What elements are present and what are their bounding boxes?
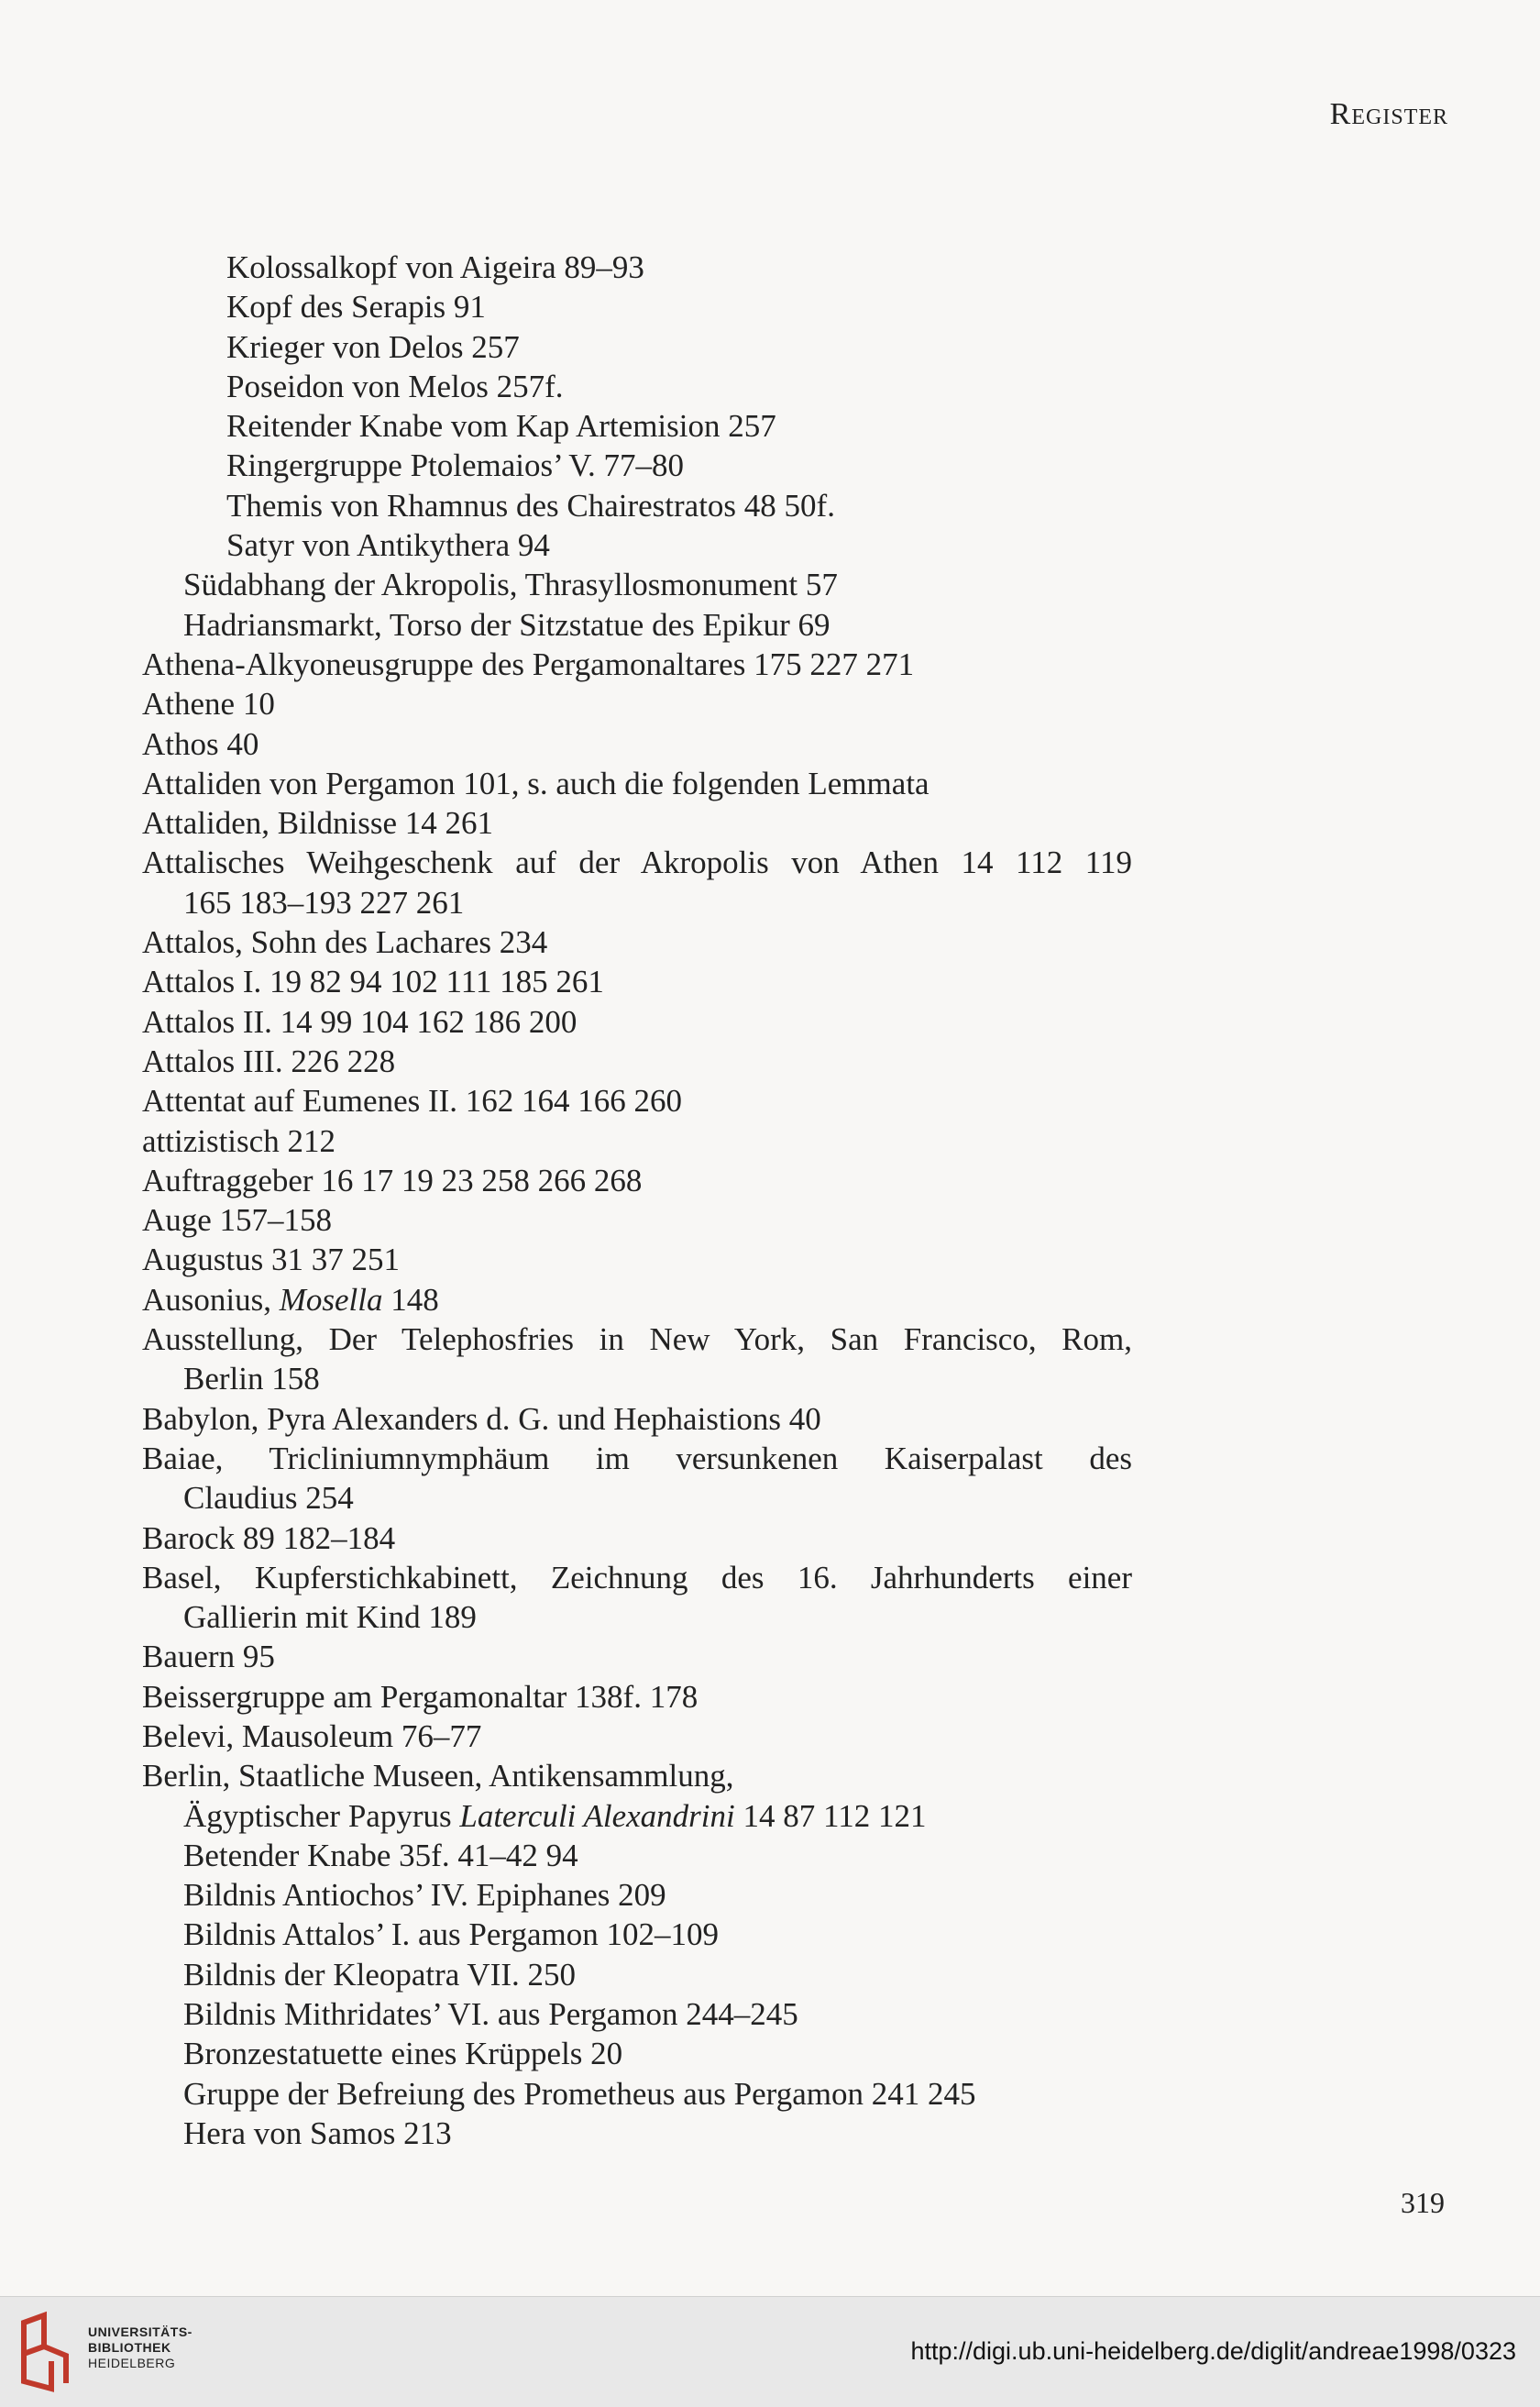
entry-title-italic: Laterculi Alexandrini [459, 1797, 735, 1834]
index-entry: Bildnis der Kleopatra VII. 250 [183, 1956, 577, 1993]
logo-line-1: UNIVERSITÄTS- [88, 2324, 192, 2339]
entry-pages: 14 87 112 121 [734, 1797, 927, 1834]
entry-pages: 148 [382, 1281, 439, 1318]
index-entry: Attaliden, Bildnisse 14 261 [142, 805, 494, 842]
index-entry-continuation: Berlin 158 [183, 1361, 320, 1397]
index-entry: Basel, Kupferstichkabinett, Zeichnung des 16. Jahrhunderts einer [142, 1559, 1132, 1595]
index-entry: Auftraggeber 16 17 19 23 258 266 268 [142, 1162, 643, 1198]
index-entry: Attalos II. 14 99 104 162 186 200 [142, 1003, 578, 1040]
index-entry: Südabhang der Akropolis, Thrasyllosmonument 57 [183, 567, 838, 603]
index-entry: Beissergruppe am Pergamonaltar 138f. 178 [142, 1678, 698, 1715]
index-entry: Kolossalkopf von Aigeira 89–93 [226, 249, 644, 285]
index-entry: Attalos I. 19 82 94 102 111 185 261 [142, 964, 604, 1000]
logo-line-3: HEIDELBERG [88, 2356, 176, 2370]
index-entry: Betender Knabe 35f. 41–42 94 [183, 1837, 578, 1873]
index-entry: Kopf des Serapis 91 [226, 289, 486, 326]
library-logo-text [88, 2324, 192, 2371]
library-footer [0, 2296, 1540, 2407]
index-entry: Athena-Alkyoneusgruppe des Pergamonaltares 175 227 271 [142, 646, 915, 682]
index-entry: Baiae, Tricliniumnymphäum im versunkenen Kaiserpalast des [142, 1440, 1132, 1476]
index-entry: Belevi, Mausoleum 76–77 [142, 1717, 482, 1754]
page-number: 319 [1401, 2186, 1445, 2219]
index-entry-continuation: Gallierin mit Kind 189 [183, 1599, 477, 1636]
index-entry [142, 1796, 1132, 1836]
index-entry-continuation: Claudius 254 [183, 1480, 354, 1517]
running-header: Register [1329, 97, 1448, 131]
index-entry: Attalos, Sohn des Lachares 234 [142, 924, 548, 961]
index-entry [142, 1280, 1132, 1319]
index-entry: Ausstellung, Der Telephosfries in New York, San Francisco, Rom, [142, 1321, 1132, 1358]
index-entries [142, 248, 1132, 2153]
entry-title-italic: Mosella [279, 1281, 383, 1318]
index-entry: Attaliden von Pergamon 101, s. auch die folgenden Lemmata [142, 765, 930, 801]
index-entry: Ringergruppe Ptolemaios’ V. 77–80 [226, 447, 685, 484]
index-entry: Hadriansmarkt, Torso der Sitzstatue des Epikur 69 [183, 606, 830, 643]
index-entry: Bildnis Attalos’ I. aus Pergamon 102–109 [183, 1916, 719, 1953]
index-entry: Berlin, Staatliche Museen, Antikensammlung, [142, 1758, 734, 1794]
index-entry: Auge 157–158 [142, 1202, 333, 1239]
source-url[interactable]: http://digi.ub.uni-heidelberg.de/diglit/andreae1998/0323 [910, 2337, 1516, 2365]
index-entry: Bauern 95 [142, 1639, 275, 1675]
logo-line-2: BIBLIOTHEK [88, 2340, 171, 2355]
index-entry: Bronzestatuette eines Krüppels 20 [183, 2036, 623, 2072]
index-entry: Athene 10 [142, 686, 275, 723]
index-entry: Bildnis Antiochos’ IV. Epiphanes 209 [183, 1877, 666, 1914]
index-entry: Bildnis Mithridates’ VI. aus Pergamon 244–245 [183, 1996, 798, 2033]
index-entry: Satyr von Antikythera 94 [226, 527, 550, 564]
index-entry: Krieger von Delos 257 [226, 328, 520, 365]
index-entry: Attalisches Weihgeschenk auf der Akropolis von Athen 14 112 119 [142, 845, 1132, 881]
index-entry: Hera von Samos 213 [183, 2114, 452, 2151]
index-entry: Themis von Rhamnus des Chairestratos 48 50f. [226, 487, 835, 524]
index-entry: Attentat auf Eumenes II. 162 164 166 260 [142, 1083, 683, 1120]
index-entry: attizistisch 212 [142, 1122, 336, 1159]
index-entry: Babylon, Pyra Alexanders d. G. und Hephaistions 40 [142, 1400, 821, 1437]
library-logo-icon [16, 2310, 73, 2394]
index-entry: Poseidon von Melos 257f. [226, 368, 564, 404]
index-entry: Reitender Knabe vom Kap Artemision 257 [226, 408, 776, 445]
index-entry-continuation: 165 183–193 227 261 [183, 884, 465, 921]
index-entry: Athos 40 [142, 725, 259, 762]
index-entry: Gruppe der Befreiung des Prometheus aus Pergamon 241 245 [183, 2075, 976, 2112]
entry-text: Ausonius, [142, 1281, 280, 1318]
entry-text: Ägyptischer Papyrus [183, 1797, 460, 1834]
index-entry: Attalos III. 226 228 [142, 1043, 396, 1079]
index-entry: Augustus 31 37 251 [142, 1242, 400, 1278]
index-entry: Barock 89 182–184 [142, 1519, 396, 1556]
